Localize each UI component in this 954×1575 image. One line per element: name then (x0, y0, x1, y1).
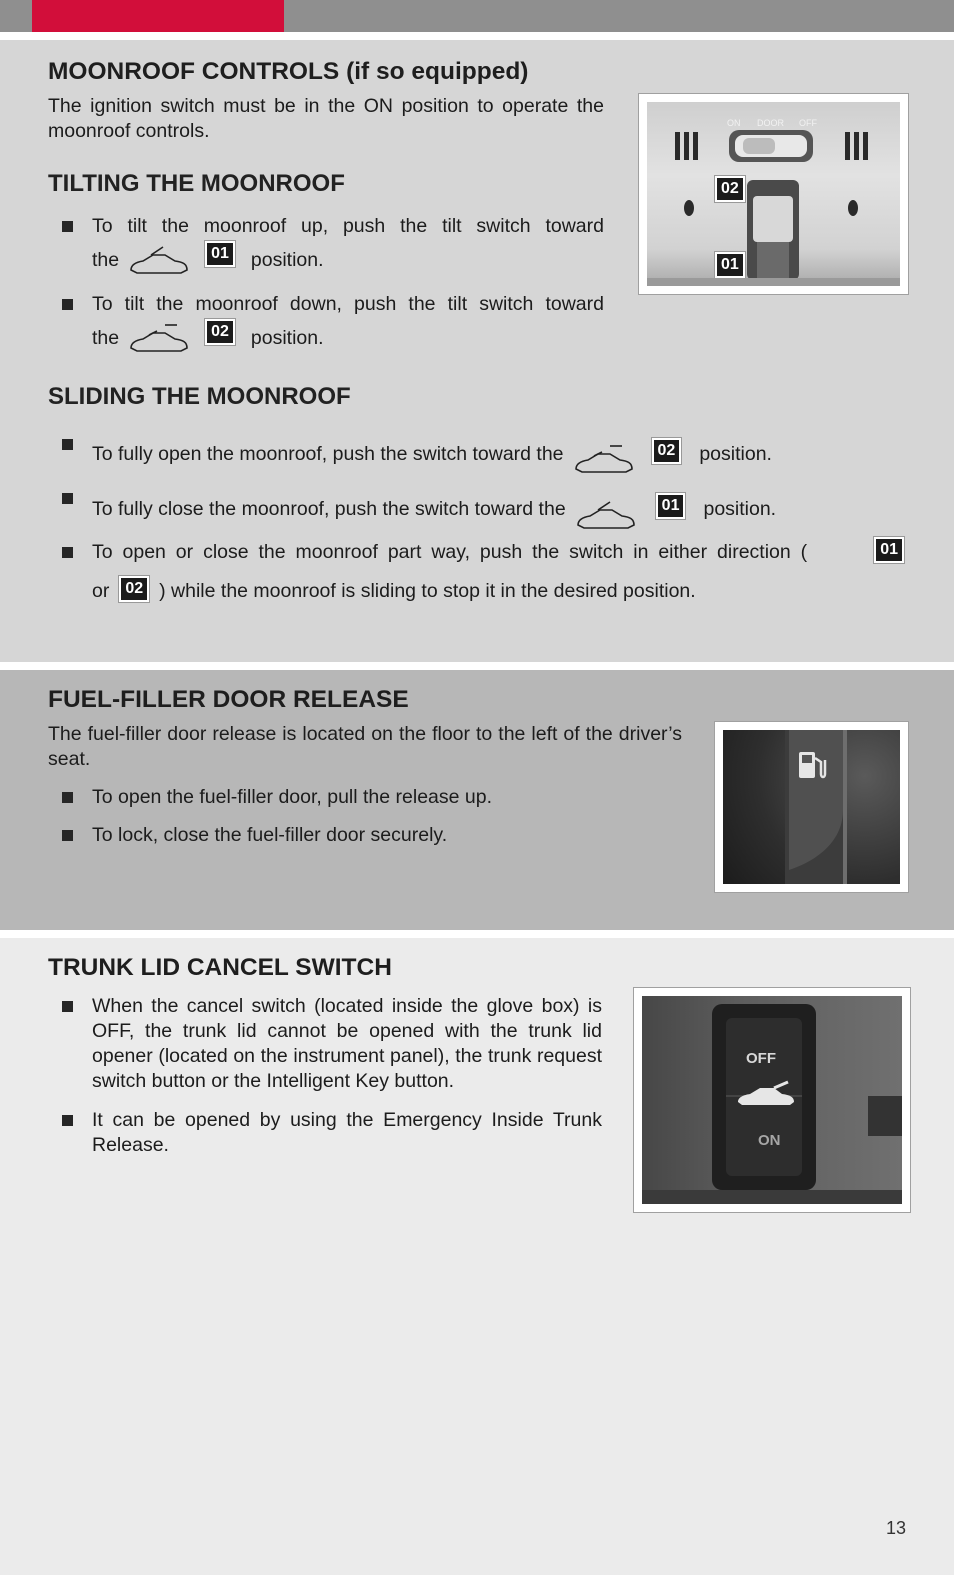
bullet-marker (62, 299, 73, 310)
trunk-switch-photo (634, 988, 910, 1212)
badge-01: 01 (656, 493, 686, 519)
slide-close-text: To fully close the moonroof, push the switch toward the (92, 497, 566, 520)
slide-open-end: position. (699, 442, 772, 465)
bullet-marker (62, 221, 73, 232)
photo-badge-02: 02 (715, 176, 745, 202)
slide-partway-text: To open or close the moonroof part way, push the switch in either direction ( (92, 541, 808, 563)
moonroof-intro: The ignition switch must be in the ON position to operate the moonroof controls. (48, 95, 604, 142)
tilting-heading: TILTING THE MOONROOF (48, 170, 345, 197)
trunk-label-on: ON (758, 1132, 781, 1149)
fuel-open-text: To open the fuel-filler door, pull the release up. (92, 786, 493, 808)
slide-close-item (62, 486, 902, 520)
bullet-marker (62, 830, 73, 841)
slide-partway-item (62, 540, 902, 610)
badge-02: 02 (205, 319, 235, 345)
trunk-label-off: OFF (746, 1050, 776, 1067)
slide-partway-or: or (92, 580, 110, 602)
slide-partway-end: ) while the moonroof is sliding to stop it in the desired position. (159, 580, 696, 602)
tilt-down-text: To tilt the moonroof down, push the tilt switch toward (92, 293, 604, 315)
fuel-pump-icon (795, 748, 829, 782)
divider (0, 32, 954, 40)
page-number: 13 (886, 1518, 907, 1538)
trunk-title: TRUNK LID CANCEL SWITCH (48, 954, 392, 981)
badge-01: 01 (205, 241, 235, 267)
badge-02: 02 (119, 576, 149, 602)
trunk-cancel-item (62, 994, 602, 1094)
moonroof-switch-photo (639, 94, 908, 294)
bullet-marker (62, 1115, 73, 1126)
moonroof-switch-illustration (647, 102, 900, 286)
trunk-section (0, 938, 954, 1575)
fuel-intro: The fuel-filler door release is located on the floor to the left of the driver’s seat. (48, 723, 682, 770)
fuel-release-photo (715, 722, 908, 892)
tilt-down-item (62, 292, 604, 354)
slide-close-car-icon (574, 498, 638, 532)
fuel-section (0, 670, 954, 930)
tilt-down-the: the (92, 326, 120, 349)
photo-label-door: DOOR (757, 118, 784, 128)
fuel-title: FUEL-FILLER DOOR RELEASE (48, 686, 409, 713)
slide-close-end: position. (703, 497, 777, 520)
photo-label-off: OFF (799, 118, 817, 128)
photo-badge-01: 01 (715, 252, 745, 278)
trunk-cancel-text: When the cancel switch (located inside the glove box) is OFF, the trunk lid cannot be opened with the trunk lid opener (located on the instrument panel), the trunk request switch button or the Intelligent Key button. (92, 995, 602, 1092)
accent-tab (32, 0, 284, 32)
sliding-heading: SLIDING THE MOONROOF (48, 383, 351, 410)
fuel-open-item (62, 785, 682, 811)
header-band (0, 0, 954, 32)
moonroof-section (0, 40, 954, 662)
bullet-marker (62, 1001, 73, 1012)
tilt-up-end: position. (250, 248, 324, 271)
slide-open-text: To fully open the moonroof, push the switch toward the (92, 442, 564, 465)
badge-01: 01 (874, 537, 904, 563)
fuel-lock-text: To lock, close the fuel-filler door securely. (92, 824, 448, 846)
bullet-marker (62, 547, 73, 558)
tilt-up-item (62, 214, 604, 276)
trunk-emergency-text: It can be opened by using the Emergency Inside Trunk Release. (92, 1109, 602, 1156)
divider (0, 930, 954, 938)
trunk-emergency-item (62, 1108, 602, 1160)
trunk-car-icon (734, 1080, 798, 1110)
photo-label-on: ON (727, 118, 741, 128)
moonroof-title: MOONROOF CONTROLS (if so equipped) (48, 58, 529, 85)
badge-02: 02 (652, 438, 682, 464)
fuel-lock-item (62, 823, 682, 849)
slide-open-car-icon (572, 442, 636, 476)
bullet-marker (62, 493, 73, 504)
tilt-up-car-icon (127, 243, 191, 277)
slide-open-item (62, 432, 902, 466)
bullet-marker (62, 439, 73, 450)
divider (0, 662, 954, 670)
tilt-up-text: To tilt the moonroof up, push the tilt switch toward (92, 215, 604, 237)
tilt-up-the: the (92, 248, 120, 271)
bullet-marker (62, 792, 73, 803)
tilt-down-car-icon (127, 321, 191, 355)
tilt-down-end: position. (250, 326, 324, 349)
